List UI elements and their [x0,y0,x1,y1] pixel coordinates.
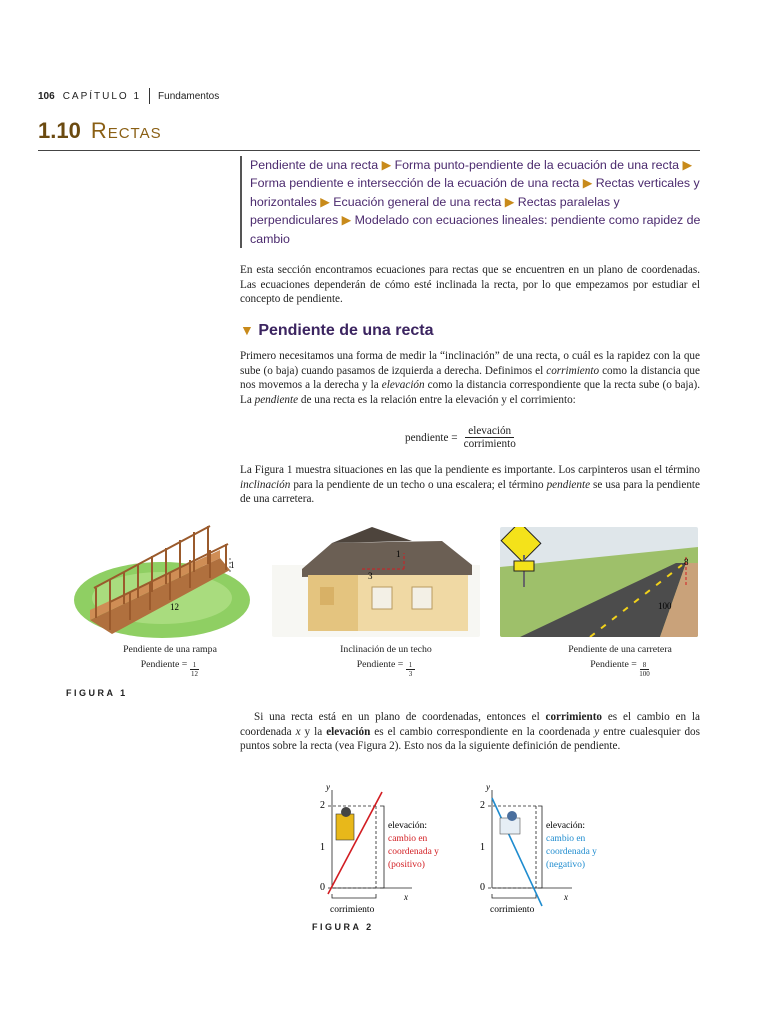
slope-formula [405,425,516,450]
rise-line-3: (positivo) [388,860,425,870]
topic-list [240,156,710,248]
positive-slope-diagram [300,778,470,918]
road-rise-label: 8 [684,557,689,567]
ramp-illustration [70,522,250,640]
run-label: corrimiento [330,905,375,915]
rise-title: elevación: [388,821,428,831]
triangle-icon: ▶ [682,158,693,172]
subheading [240,322,433,340]
ramp-caption: Pendiente de una rampa Pendiente = $\frac{1}{12}$ [123,644,217,678]
section-heading [38,118,162,144]
topic-item: Ecuación general de una recta [333,194,502,209]
slope-definition-paragraph: Primero necesitamos una forma de medir la “inclinación” de una recta, o cuál es la rapidez con la que sube (o baja) cuando pasamos de izquierda a derecha. Definimos el corrimiento como la distancia que nos movemos a la derecha y la elevación como la distancia correspondiente que la recta sube (o baja). La pendiente de una recta es la relación entre la elevación y el corrimiento: [240,350,701,406]
rise-line-1: cambio en [388,834,428,844]
subheading-text: Pendiente de una recta [258,322,434,339]
triangle-icon: ▶ [341,213,352,228]
section-rule [38,150,700,151]
topic-item: Modelado con ecuaciones lineales: pendiente como rapidez de cambio [250,213,701,246]
figure1-label: FIGURA 1 [66,688,128,698]
road-run-label: 100 [658,601,672,611]
topic-item: Forma pendiente e intersección de la ecuación de una recta [250,176,580,191]
running-header [38,88,219,104]
road-caption: Pendiente de una carretera Pendiente = $\frac{8}{100}$ [568,644,672,678]
tick-1: 1 [480,842,485,853]
roof-run-label: 3 [368,571,373,581]
y-axis-label: y [486,782,490,792]
tick-1: 1 [320,842,325,853]
figure1-intro-paragraph: La Figura 1 muestra situaciones en las que la pendiente es importante. Los carpinteros usan el término inclinación para la pendiente de un techo o una escalera; el término pendiente se usa para la pendiente de una carretera. [240,464,700,506]
section-number: 1.10 [38,118,81,143]
negative-slope-diagram [460,778,630,918]
roof-caption: Inclinación de un techo Pendiente = $\frac{1}{3}$ [340,644,432,678]
chapter-label: CAPÍTULO 1 [62,90,142,102]
triangle-icon: ▶ [381,158,392,172]
x-axis-label: x [564,892,568,902]
tick-2: 2 [480,800,485,811]
header-divider [149,88,150,104]
triangle-icon: ▶ [582,176,593,191]
topic-item: Forma punto-pendiente de la ecuación de una recta [394,158,680,172]
rise-line-1: cambio en [546,834,586,844]
formula-numerator: elevación [465,425,514,438]
formula-fraction [464,425,516,450]
house-illustration [272,525,480,637]
topic-item: Pendiente de una recta [250,158,379,172]
origin-label: 0 [320,882,325,893]
section-title: Rectas [90,118,162,143]
run-label: corrimiento [490,905,535,915]
road-illustration [500,527,698,637]
roof-rise-label: 1 [396,549,401,559]
figure2-label: FIGURA 2 [312,922,374,932]
rise-line-2: coordenada y [546,847,597,857]
ramp-run-label: 12 [170,602,179,612]
triangle-icon: ▶ [504,194,515,209]
down-triangle-icon: ▼ [240,322,254,338]
coordinate-paragraph: Si una recta está en un plano de coordenadas, entonces el corrimiento es el cambio en la coordenada x y la elevación es el cambio correspondiente en la coordenada y entre cualesquier dos puntos sobre la recta (vea Figura 2). Esto nos da la siguiente definición de pendiente. [240,711,701,753]
topic-item: Rectas verticales y horizontales [250,176,700,209]
rise-title: elevación: [546,821,586,831]
triangle-icon: ▶ [320,194,330,209]
chapter-title: Fundamentos [158,90,220,102]
page-number: 106 [38,90,55,102]
rise-line-3: (negativo) [546,860,586,870]
intro-paragraph: En esta sección encontramos ecuaciones para rectas que se encuentren en un plano de coordenadas. Las ecuaciones dependerán de cómo esté inclinada la recta, por lo que empezamos por estudiar el concepto de pendiente. [240,264,700,306]
rise-line-2: coordenada y [388,847,439,857]
ramp-rise-label: 1 [230,560,235,570]
x-axis-label: x [404,892,408,902]
origin-label: 0 [480,882,485,893]
formula-denominator: corrimiento [463,438,516,450]
y-axis-label: y [326,782,330,792]
formula-lhs: pendiente = [405,431,458,444]
tick-2: 2 [320,800,325,811]
topic-item: Rectas paralelas y perpendiculares [250,194,620,228]
